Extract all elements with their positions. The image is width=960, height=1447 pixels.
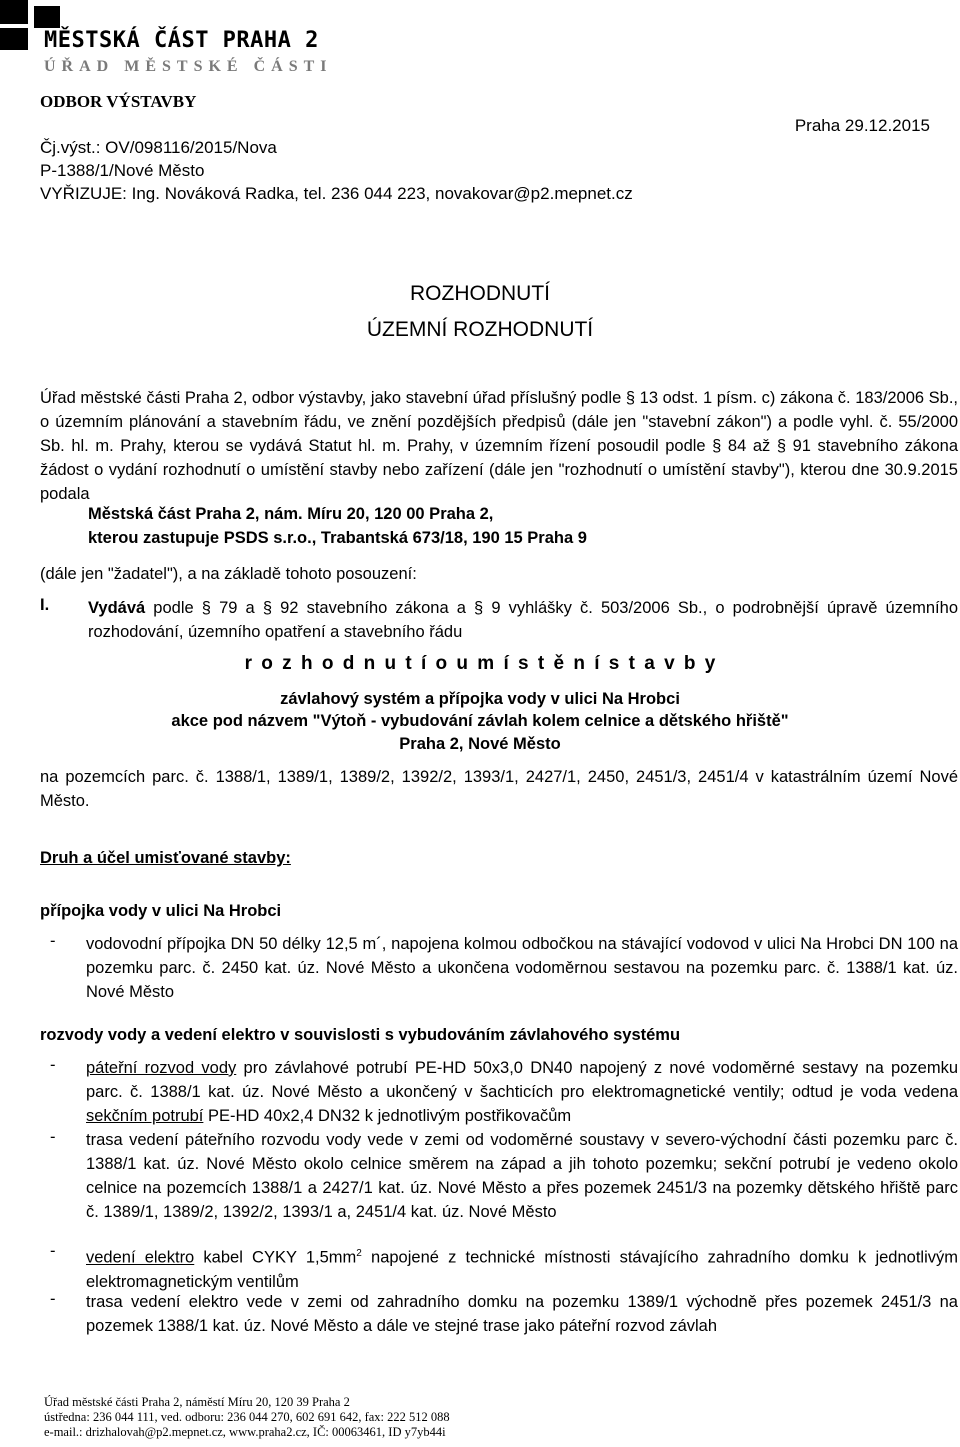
underlined-term: páteřní rozvod vody: [86, 1059, 237, 1077]
document-title: ROZHODNUTÍ: [410, 282, 550, 305]
document-subtitle: ÚZEMNÍ ROZHODNUTÍ: [366, 318, 594, 341]
decision-paragraph: [88, 596, 958, 644]
underlined-term: vedení elektro: [86, 1248, 195, 1267]
footer-email: e-mail.: drizhalovah@p2.mepnet.cz, www.praha2.cz, IČ: 00063461, ID y7yb44i: [44, 1425, 446, 1439]
list-item-text-part: napojené z technické místnosti stávajícího zahradního domku k jednotlivým elektromagnetickým ventilům: [86, 1248, 958, 1291]
subsection-distribution: rozvody vody a vedení elektro v souvislosti s vybudováním závlahového systému: [40, 1026, 681, 1044]
list-dash: -: [50, 1242, 56, 1260]
list-item-text: [86, 1056, 958, 1128]
underlined-term: sekčním potrubí: [86, 1107, 204, 1125]
section-heading: Druh a účel umisťované stavby:: [40, 849, 291, 867]
superscript: 2: [356, 1248, 362, 1259]
list-item-text: vodovodní přípojka DN 50 délky 12,5 m´, napojena kolmou odbočkou na stávající vodovod v ulici Na Hrobci DN 100 na pozemku parc. č. 2450 kat. úz. Nové Město a ukončena vodoměrnou sestavou na pozemku parc. č. 1388/1 kat. úz. Nové Město: [86, 935, 958, 1001]
parcel-reference: P-1388/1/Nové Město: [40, 161, 205, 180]
applicant-representative: kterou zastupuje PSDS s.r.o.: [88, 529, 312, 547]
list-item-text-part: kabel CYKY 1,5mm: [194, 1248, 357, 1267]
reference-number: Čj.výst.: OV/098116/2015/Nova: [40, 138, 277, 157]
list-dash: -: [50, 1290, 56, 1308]
department-name: ODBOR VÝSTAVBY: [40, 92, 197, 111]
decision-roman: I.: [40, 596, 50, 614]
applicant-line2: [88, 529, 587, 548]
subsection-water-connection: přípojka vody v ulici Na Hrobci: [40, 902, 282, 920]
list-item-text-part: PE-HD 40x2,4 DN32 k jednotlivým postřikovačům: [203, 1107, 572, 1125]
decision-spaced-title: r o z h o d n u t í o u m í s t ě n í s t a v b y: [244, 653, 716, 674]
intro-text: Úřad městské části Praha 2, odbor výstavby, jako stavební úřad příslušný podle § 13 odst. 1 písm. c) zákona č. 183/2006 Sb., o územním plánování a stavebním řádu, ve znění pozdějších předpisů (dále jen "stavební zákon") a podle vyhl. č. 55/2000 Sb. hl. m. Prahy, kterou se vydává Statut hl. m. Prahy, v územním řízení posoudil podle § 84 až § 91 stavebního zákona žádost o vydání rozhodnutí o umístění stavby nebo zařízení (dále jen "rozhodnutí o umístění stavby"), kterou dne 30.9.2015 podala: [40, 389, 958, 503]
decision-text: podle § 79 a § 92 stavebního zákona a § 9 vyhlášky č. 503/2006 Sb., o podrobnější úpravě územního rozhodování, územního opatření a stavebního řádu: [88, 599, 958, 641]
project-name: závlahový systém a přípojka vody v ulici Na Hrobci: [280, 690, 680, 708]
list-item-text: [86, 1242, 958, 1294]
list-dash: -: [50, 1056, 56, 1074]
list-item-text: trasa vedení elektro vede v zemi od zahradního domku na pozemku 1389/1 východně přes pozemek 2451/3 na pozemek 1388/1 kat. úz. Nové Město a dále ve stejné trase jako páteřní rozvod závlah: [86, 1293, 958, 1335]
project-action: akce pod názvem "Výtoň - vybudování závlah kolem celnice a dětského hřiště": [171, 712, 789, 730]
footer-phones: ústředna: 236 044 111, ved. odboru: 236 044 270, 602 691 642, fax: 222 512 088: [44, 1410, 450, 1424]
decision-verb: Vydává: [88, 599, 146, 617]
parcels-paragraph: na pozemcích parc. č. 1388/1, 1389/1, 1389/2, 1392/2, 1393/1, 2427/1, 2450, 2451/3, 2451/4 v katastrálním území Nové Město.: [40, 768, 958, 810]
list-item-text: trasa vedení páteřního rozvodu vody vede v zemi od vodoměrné soustavy v severo-východní části pozemku parc č. 1388/1 kat. úz. Nové Město okolo celnice směrem na západ a jih tohoto pozemku; sekční potrubí je vedeno okolo celnice na pozemcích 1388/1 a 2427/1 kat. úz. Nové Město a přes pozemek 2451/3 na pozemky dětského hřiště parc č. 1389/1, 1389/2, 1392/2, 1393/1 a, 2451/4 kat. úz. Nové Město: [86, 1131, 958, 1221]
org-subtitle: ÚŘAD MĚSTSKÉ ČÁSTI: [44, 58, 333, 75]
intro-paragraph: [40, 386, 958, 506]
list-dash: -: [50, 932, 56, 950]
org-title: MĚSTSKÁ ČÁST PRAHA 2: [44, 28, 319, 53]
applicant-line1: Městská část Praha 2, nám. Míru 20, 120 00 Praha 2,: [88, 505, 494, 523]
project-location: Praha 2, Nové Město: [399, 735, 561, 753]
document-date: Praha 29.12.2015: [794, 116, 930, 135]
list-item-text-part: pro závlahové potrubí PE-HD 50x3,0 DN40 napojený z nové vodoměrné sestavy na pozemku parc. č. 1388/1 kat. úz. Nové Město a ukončený v šachticích pro elektromagnetické ventily; odtud je voda vedena: [86, 1059, 958, 1101]
footer-address: Úřad městské části Praha 2, náměstí Míru 20, 120 39 Praha 2: [44, 1395, 350, 1409]
applicant-representative-address: , Trabantská 673/18, 190 15 Praha 9: [311, 529, 587, 547]
applicant-note: (dále jen "žadatel"), a na základě tohoto posouzení:: [40, 565, 417, 583]
handler-contact: VYŘIZUJE: Ing. Nováková Radka, tel. 236 044 223, novakovar@p2.mepnet.cz: [40, 184, 633, 203]
list-dash: -: [50, 1128, 56, 1146]
